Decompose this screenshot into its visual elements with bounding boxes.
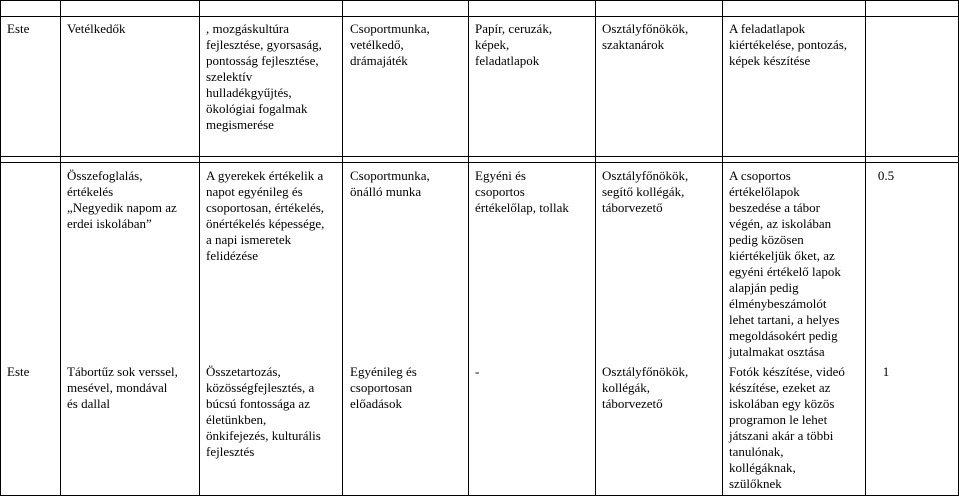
row1-goals: , mozgáskultúra fejlesztése, gyorsaság, pontosság fejlesztése, szelektív hulladékgyűjtés, ökológiai fogalmak megismerése [206,21,322,132]
col-divider-1 [60,0,61,496]
col-divider-4 [468,0,469,496]
row1-activity: Vetélkedők [67,21,126,36]
row1-time: Este [7,21,30,36]
row3-tools: - [475,364,480,379]
row3-evaluation: Fotók készítése, videó készítése, ezeket az iskolában egy közös programon le lehet játszani akár a többi tanulónak, kollégáknak, szülőknek [729,364,845,491]
table-border-top-row-bottom [0,16,959,17]
col-divider-5 [595,0,596,496]
col-divider-7 [865,0,866,496]
row1-tools: Papír, ceruzák, képek, feladatlapok [475,21,553,68]
table-border-row2-bottom [0,162,959,163]
row1-method: Csoportmunka, vetélkedő, drámajáték [350,21,430,68]
col-divider-6 [722,0,723,496]
table-border-bottom [0,495,959,496]
col-divider-3 [342,0,343,496]
row2-activity: Összefoglalás, értékelés „Negyedik napom az erdei iskolában” [67,168,177,231]
row3-time: Este [7,364,30,379]
row2-tools: Egyéni és csoportos értékelőlap, tollak [475,168,569,215]
row2-goals: A gyerekek értékelik a napot egyénileg és csoportosan, értékelés, önértékelés képessége, a napi ismeretek felidézése [206,168,325,263]
row2-hours: 0.5 [877,168,895,183]
row2-evaluation: A csoportos értékelőlapok beszedése a tábor végén, az iskolában pedig közösen kiértékeljük őket, az egyéni értékelő lapok alapján pedig élménybeszámolót lehet tartani, a helyes megoldásokért pedig jutalmakat osztása [729,168,841,359]
row1-evaluation: A feladatlapok kiértékelése, pontozás, képek készítése [729,21,848,68]
table-border-left [0,0,1,496]
row3-hours: 1 [882,364,890,379]
row2-method: Csoportmunka, önálló munka [350,168,430,199]
row3-method: Egyénileg és csoportosan előadások [350,364,417,411]
row3-responsible: Osztályfőnökök, kollégák, táborvezető [602,364,689,411]
row3-goals: Összetartozás, közösségfejlesztés, a búcsú fontossága az életünkben, önkifejezés, kulturális fejlesztés [206,364,321,459]
table-border-row1-bottom [0,156,959,157]
col-divider-2 [199,0,200,496]
row2-responsible: Osztályfőnökök, segítő kollégák, táborvezető [602,168,689,215]
table-border-top [0,0,959,1]
row3-activity: Tábortűz sok verssel, mesével, mondával és dallal [67,364,178,411]
row1-responsible: Osztályfőnökök, szaktanárok [602,21,689,52]
